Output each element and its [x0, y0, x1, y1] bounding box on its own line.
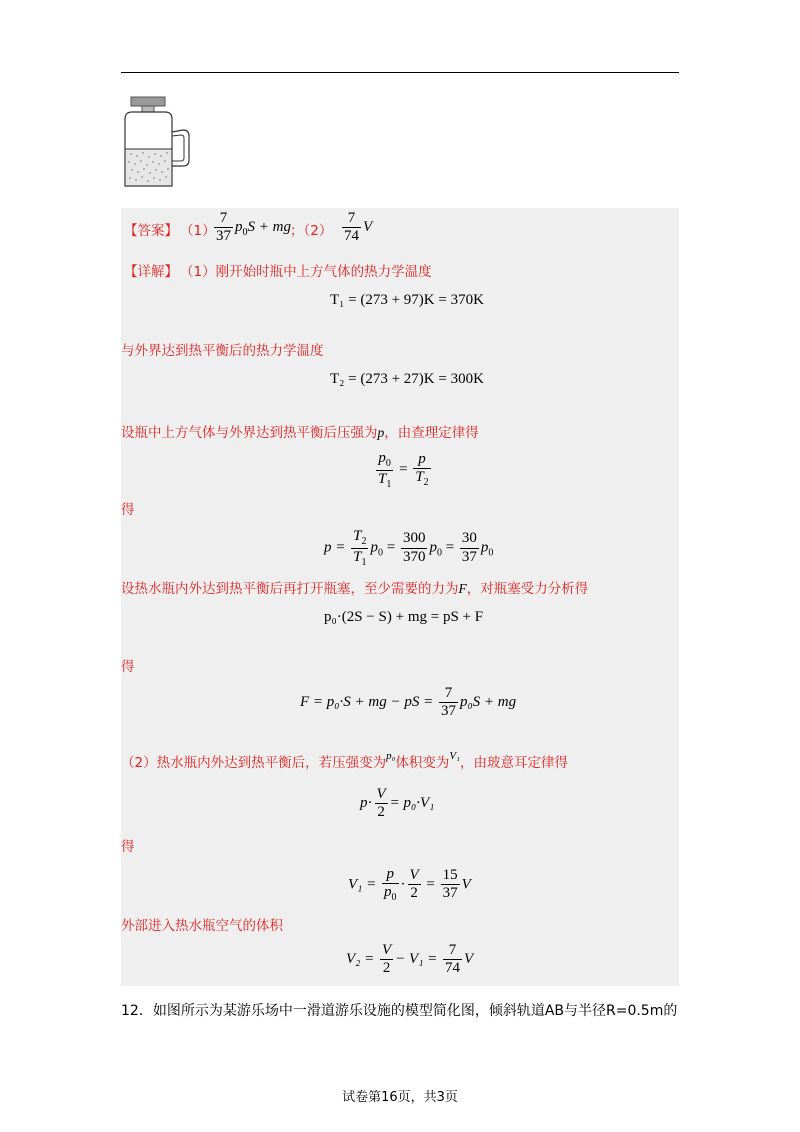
detail-line5-b: ，对瓶塞受力分析得: [466, 581, 589, 597]
answer-part1-expression: $\frac{7}{37}$ $p_0S$ + mg: [216, 210, 291, 245]
answer-part2-expression: [340, 210, 372, 246]
equation-p: p = $\frac{T_2}{T_1}$ $p_0$ = $\frac{300}{370}$ $p_0$ = $\frac{30}{37}$ $p_0$: [324, 528, 494, 568]
detail-line3-var: p: [377, 425, 385, 440]
equation-charles-law: $\frac{p_0}{T_1}$ = $\frac{p}{T_2}$: [378, 450, 429, 490]
detail-line7-b: 体积变为: [395, 755, 450, 771]
answer-separator: ；（2）: [290, 223, 333, 239]
answer-frac2-den: 74: [344, 228, 359, 245]
equation-f: [300, 685, 516, 721]
equation-t1: T₁ = (273 + 97)K = 370K: [330, 292, 484, 308]
detail-line5-a: 设热水瓶内外达到热平衡后再打开瓶塞，至少需要的力为: [121, 581, 459, 597]
thermos-bottle-figure: [117, 94, 197, 194]
detail-line7-var2: V₁: [449, 750, 460, 762]
eq6-den: 37: [440, 703, 456, 720]
eq8-den: 37: [442, 885, 458, 902]
answer-part2-tail: V: [363, 219, 373, 236]
eq7-rhs: = p₀·V₁: [389, 795, 435, 812]
detail-line7-a: （2）热水瓶内外达到热平衡后，若压强变为: [121, 755, 387, 771]
detail-label: 【详解】: [124, 264, 178, 280]
answer-label: 【答案】: [124, 223, 178, 239]
equation-force-balance: p₀·(2S − S) + mg = pS + F: [324, 609, 484, 625]
detail-line7: [121, 751, 568, 771]
eq9-num: 7: [443, 942, 462, 960]
eq9-lhs: V₂ =: [346, 951, 375, 968]
equation-v1: V₁ = $\frac{p}{p_0}$ · $\frac{V}{2}$ = $\frac{15}{37}$ V: [348, 866, 471, 904]
eq8-lhs: V₁ =: [348, 876, 377, 893]
eq9-den: 74: [445, 960, 461, 977]
answer-part1-tail: S + mg: [247, 219, 291, 236]
answer-frac1-den: 37: [216, 228, 231, 245]
answer-part1-prefix: （1）: [180, 223, 216, 239]
header-rule: [121, 72, 679, 73]
eq4-300: 300: [401, 530, 428, 548]
eq8-num: 15: [441, 867, 460, 885]
de-label-1: 得: [121, 502, 135, 518]
detail-line9: 外部进入热水瓶空气的体积: [121, 918, 283, 934]
eq6-tail: p₀S + mg: [459, 694, 517, 711]
detail-line3-a: 设瓶中上方气体与外界达到热平衡后压强为: [121, 425, 378, 441]
answer-frac2-num: 7: [342, 210, 361, 228]
eq4-lhs: p =: [324, 539, 346, 556]
eq6-num: 7: [439, 685, 458, 703]
eq4-30: 30: [460, 530, 479, 548]
detail-line7-var1: p₀: [386, 750, 396, 762]
eq9-mid: − V₁ =: [395, 951, 438, 968]
detail-line5-var: F: [458, 581, 467, 596]
eq6-lhs: F = p₀·S + mg − pS =: [300, 694, 434, 711]
eq4-37: 37: [461, 548, 477, 565]
answer-frac1-num: 7: [214, 210, 233, 228]
detail-line7-c: ，由玻意耳定律得: [459, 755, 568, 771]
question-12-text: 12．如图所示为某游乐场中一滑道游乐设施的模型简化图，倾斜轨道AB与半径R=0.5m的: [121, 1003, 678, 1019]
equation-boyle-law: p· $\frac{V}{2}$ = p₀·V₁: [360, 786, 435, 821]
equation-t2: T₂ = (273 + 27)K = 300K: [330, 371, 484, 387]
de-label-3: 得: [121, 839, 135, 855]
detail-line1: （1）刚开始时瓶中上方气体的热力学温度: [180, 264, 432, 280]
eq4-370: 370: [402, 548, 426, 565]
detail-line2: 与外界达到热平衡后的热力学温度: [121, 343, 324, 359]
de-label-2: 得: [121, 659, 135, 675]
detail-line3-b: ，由查理定律得: [384, 425, 479, 441]
detail-line5: [121, 582, 588, 597]
equation-v2: V₂ = $\frac{V}{2}$ − V₁ = $\frac{7}{74}$ V: [346, 942, 474, 977]
page-footer: 试卷第16页，共3页: [342, 1090, 458, 1105]
detail-line3: [121, 426, 479, 441]
